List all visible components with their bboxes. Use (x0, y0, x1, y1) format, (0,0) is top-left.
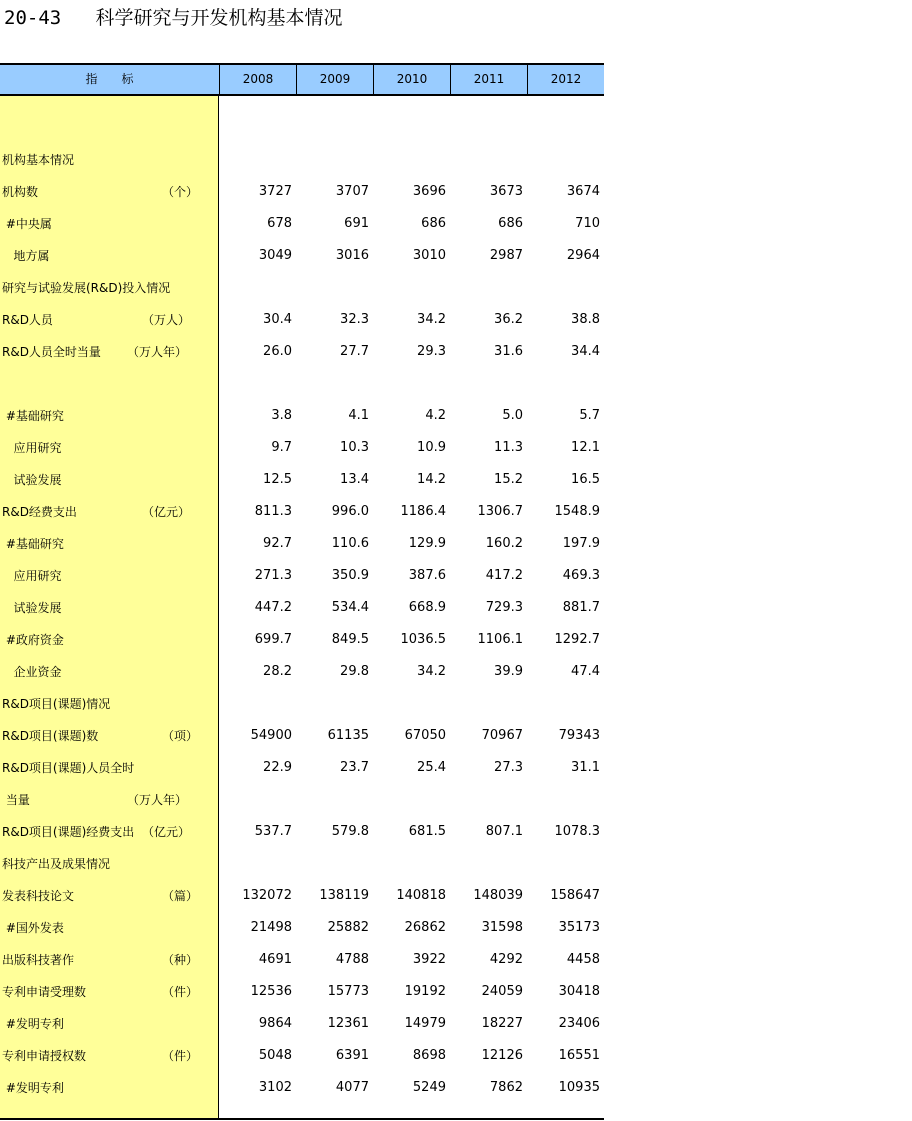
value-cell: 387.6 (408, 568, 446, 583)
value-cell: 3.8 (271, 408, 292, 423)
value-cell: 54900 (250, 728, 292, 743)
value-cell (527, 272, 600, 304)
value-cell: 13.4 (340, 472, 369, 487)
value-cell: 16.5 (571, 472, 600, 487)
value-cell: 19192 (404, 984, 446, 999)
header-year: 2012 (527, 65, 604, 94)
row-label (2, 656, 217, 688)
value-cell (296, 272, 369, 304)
value-cell: 3922 (412, 952, 446, 967)
indicator-unit: （件） (162, 1049, 199, 1063)
value-cell: 29.3 (417, 344, 446, 359)
row-label (2, 272, 217, 304)
value-cell: 31598 (481, 920, 523, 935)
value-cell: 30.4 (263, 312, 292, 327)
value-cell: 25882 (327, 920, 369, 935)
indicator-name: #基础研究 (2, 409, 64, 423)
value-cell (296, 784, 369, 816)
indicator-name: #政府资金 (2, 633, 64, 647)
value-cell (373, 848, 446, 880)
row-label (2, 144, 217, 176)
value-cell: 1292.7 (554, 632, 600, 647)
indicator-name: 应用研究 (2, 441, 62, 455)
table-row (0, 1072, 604, 1104)
value-cell: 23406 (558, 1016, 600, 1031)
value-cell: 1548.9 (554, 504, 600, 519)
value-cell (219, 848, 292, 880)
table-row (0, 1008, 604, 1040)
value-cell: 24059 (481, 984, 523, 999)
value-cell: 678 (267, 216, 292, 231)
indicator-unit: （个） (162, 185, 199, 199)
value-cell: 14.2 (417, 472, 446, 487)
value-cell: 148039 (473, 888, 523, 903)
value-cell: 4458 (566, 952, 600, 967)
row-label (2, 368, 217, 400)
value-cell (219, 688, 292, 720)
table-row (0, 336, 604, 368)
row-label (2, 816, 217, 848)
indicator-name: #国外发表 (2, 921, 64, 935)
value-cell (296, 848, 369, 880)
indicator-name: 科技产出及成果情况 (2, 857, 111, 871)
value-cell: 18227 (481, 1016, 523, 1031)
table-row (0, 144, 604, 176)
value-cell: 2987 (489, 248, 523, 263)
value-cell: 3696 (412, 184, 446, 199)
row-label (2, 240, 217, 272)
value-cell: 30418 (558, 984, 600, 999)
value-cell (373, 368, 446, 400)
indicator-name: 发表科技论文 (2, 889, 75, 903)
value-cell: 1306.7 (477, 504, 523, 519)
indicator-name: R&D经费支出 (2, 505, 77, 519)
value-cell (219, 368, 292, 400)
value-cell: 12536 (250, 984, 292, 999)
table-row (0, 912, 604, 944)
value-cell: 31.1 (571, 760, 600, 775)
value-cell: 4.1 (348, 408, 369, 423)
value-cell: 3673 (489, 184, 523, 199)
indicator-name: 机构基本情况 (2, 153, 75, 167)
value-cell: 38.8 (571, 312, 600, 327)
value-cell: 110.6 (331, 536, 369, 551)
value-cell: 129.9 (408, 536, 446, 551)
indicator-name: 机构数 (2, 185, 39, 199)
value-cell: 79343 (558, 728, 600, 743)
indicator-unit: （亿元） (142, 825, 191, 839)
indicator-name: 试验发展 (2, 601, 62, 615)
value-cell: 5.7 (579, 408, 600, 423)
value-cell: 29.8 (340, 664, 369, 679)
value-cell: 70967 (481, 728, 523, 743)
header-year: 2010 (373, 65, 450, 94)
value-cell: 729.3 (485, 600, 523, 615)
value-cell (527, 144, 600, 176)
indicator-unit: （种） (162, 953, 199, 967)
value-cell: 26.0 (263, 344, 292, 359)
value-cell: 3707 (335, 184, 369, 199)
table-row (0, 720, 604, 752)
indicator-name: 地方属 (2, 249, 50, 263)
table-row (0, 688, 604, 720)
value-cell: 3674 (566, 184, 600, 199)
value-cell: 691 (344, 216, 369, 231)
row-label (2, 688, 217, 720)
value-cell (527, 112, 600, 144)
indicator-unit: （篇） (162, 889, 199, 903)
value-cell: 12.5 (263, 472, 292, 487)
table-row (0, 976, 604, 1008)
value-cell: 158647 (550, 888, 600, 903)
value-cell: 9.7 (271, 440, 292, 455)
value-cell: 5048 (258, 1048, 292, 1063)
row-label (2, 1040, 217, 1072)
page-title: 20-43 科学研究与开发机构基本情况 (4, 7, 343, 29)
value-cell (450, 272, 523, 304)
table-row (0, 1040, 604, 1072)
value-cell: 5.0 (502, 408, 523, 423)
indicator-unit: （件） (162, 985, 199, 999)
value-cell: 811.3 (254, 504, 292, 519)
value-cell (296, 144, 369, 176)
value-cell: 7862 (489, 1080, 523, 1095)
value-cell: 138119 (319, 888, 369, 903)
value-cell: 31.6 (494, 344, 523, 359)
value-cell: 807.1 (485, 824, 523, 839)
value-cell: 4292 (489, 952, 523, 967)
value-cell: 140818 (396, 888, 446, 903)
value-cell (450, 688, 523, 720)
value-cell: 25.4 (417, 760, 446, 775)
table-row (0, 464, 604, 496)
value-cell (527, 688, 600, 720)
table-header (0, 63, 604, 96)
value-cell: 469.3 (562, 568, 600, 583)
value-cell: 5249 (412, 1080, 446, 1095)
value-cell (219, 144, 292, 176)
row-label (2, 432, 217, 464)
indicator-name: 专利申请受理数 (2, 985, 87, 999)
indicator-unit: （亿元） (142, 505, 191, 519)
value-cell (450, 784, 523, 816)
value-cell: 4.2 (425, 408, 446, 423)
row-label (2, 1008, 217, 1040)
value-cell: 16551 (558, 1048, 600, 1063)
row-label (2, 592, 217, 624)
row-label (2, 1072, 217, 1104)
row-label (2, 208, 217, 240)
value-cell: 447.2 (254, 600, 292, 615)
value-cell: 3102 (258, 1080, 292, 1095)
header-year: 2011 (450, 65, 527, 94)
value-cell: 10.3 (340, 440, 369, 455)
indicator-name: R&D项目(课题)数 (2, 729, 99, 743)
indicator-unit: （项） (162, 729, 199, 743)
row-label (2, 304, 217, 336)
value-cell: 1186.4 (400, 504, 446, 519)
value-cell (296, 688, 369, 720)
value-cell (373, 784, 446, 816)
table-row (0, 560, 604, 592)
value-cell: 27.3 (494, 760, 523, 775)
indicator-name: R&D项目(课题)经费支出 (2, 825, 135, 839)
value-cell: 36.2 (494, 312, 523, 327)
header-year: 2009 (296, 65, 373, 94)
row-label (2, 880, 217, 912)
value-cell: 11.3 (494, 440, 523, 455)
value-cell (373, 272, 446, 304)
value-cell: 21498 (250, 920, 292, 935)
indicator-name: 应用研究 (2, 569, 62, 583)
row-label (2, 912, 217, 944)
row-label (2, 496, 217, 528)
value-cell: 39.9 (494, 664, 523, 679)
indicator-unit: （万人年） (127, 345, 188, 359)
indicator-name: 出版科技著作 (2, 953, 75, 967)
value-cell (527, 784, 600, 816)
value-cell (219, 784, 292, 816)
table-row (0, 592, 604, 624)
row-label (2, 464, 217, 496)
row-label (2, 336, 217, 368)
value-cell: 34.4 (571, 344, 600, 359)
value-cell (527, 848, 600, 880)
indicator-unit: （万人） (142, 313, 191, 327)
value-cell: 1106.1 (477, 632, 523, 647)
value-cell: 534.4 (331, 600, 369, 615)
row-label (2, 560, 217, 592)
value-cell: 2964 (566, 248, 600, 263)
value-cell: 1078.3 (554, 824, 600, 839)
indicator-name: 试验发展 (2, 473, 62, 487)
table-row (0, 176, 604, 208)
value-cell: 417.2 (485, 568, 523, 583)
table-row (0, 656, 604, 688)
value-cell (450, 368, 523, 400)
table-row (0, 304, 604, 336)
indicator-name: #发明专利 (2, 1081, 64, 1095)
value-cell (219, 272, 292, 304)
indicator-name: R&D人员 (2, 313, 53, 327)
value-cell: 699.7 (254, 632, 292, 647)
value-cell (373, 112, 446, 144)
value-cell: 537.7 (254, 824, 292, 839)
value-cell: 350.9 (331, 568, 369, 583)
value-cell (450, 848, 523, 880)
table-row (0, 432, 604, 464)
value-cell: 271.3 (254, 568, 292, 583)
value-cell: 35173 (558, 920, 600, 935)
row-label (2, 976, 217, 1008)
indicator-name: #基础研究 (2, 537, 64, 551)
value-cell: 32.3 (340, 312, 369, 327)
value-cell: 15773 (327, 984, 369, 999)
value-cell: 579.8 (331, 824, 369, 839)
row-label (2, 624, 217, 656)
value-cell: 1036.5 (400, 632, 446, 647)
value-cell (296, 368, 369, 400)
indicator-name: 研究与试验发展(R&D)投入情况 (2, 281, 171, 295)
row-label (2, 528, 217, 560)
value-cell: 160.2 (485, 536, 523, 551)
value-cell: 681.5 (408, 824, 446, 839)
table-row (0, 208, 604, 240)
table-row (0, 880, 604, 912)
value-cell: 34.2 (417, 664, 446, 679)
value-cell: 22.9 (263, 760, 292, 775)
table-row (0, 944, 604, 976)
value-cell: 996.0 (331, 504, 369, 519)
indicator-name: #中央属 (2, 217, 52, 231)
value-cell: 197.9 (562, 536, 600, 551)
row-label (2, 400, 217, 432)
table-row (0, 112, 604, 144)
table-row (0, 528, 604, 560)
value-cell: 12361 (327, 1016, 369, 1031)
indicator-name: 当量 (2, 793, 30, 807)
value-cell: 8698 (412, 1048, 446, 1063)
value-cell: 15.2 (494, 472, 523, 487)
row-label (2, 176, 217, 208)
row-label (2, 752, 217, 784)
value-cell: 710 (575, 216, 600, 231)
value-cell: 3010 (412, 248, 446, 263)
value-cell: 14979 (404, 1016, 446, 1031)
table-row (0, 368, 604, 400)
indicator-name: 专利申请授权数 (2, 1049, 87, 1063)
row-label (2, 944, 217, 976)
value-cell: 12.1 (571, 440, 600, 455)
value-cell: 10935 (558, 1080, 600, 1095)
value-cell: 10.9 (417, 440, 446, 455)
value-cell: 881.7 (562, 600, 600, 615)
value-cell (296, 112, 369, 144)
value-cell: 3727 (258, 184, 292, 199)
value-cell: 686 (421, 216, 446, 231)
value-cell (219, 112, 292, 144)
value-cell: 4788 (335, 952, 369, 967)
table-row (0, 400, 604, 432)
indicator-name: R&D项目(课题)情况 (2, 697, 111, 711)
indicator-name: 企业资金 (2, 665, 62, 679)
header-indicator: 指 标 (85, 72, 134, 86)
value-cell: 132072 (242, 888, 292, 903)
indicator-unit: （万人年） (127, 793, 188, 807)
value-cell: 849.5 (331, 632, 369, 647)
value-cell: 3016 (335, 248, 369, 263)
bottom-rule (0, 1118, 604, 1120)
row-label (2, 784, 217, 816)
value-cell: 6391 (335, 1048, 369, 1063)
value-cell (373, 144, 446, 176)
value-cell: 67050 (404, 728, 446, 743)
value-cell: 4077 (335, 1080, 369, 1095)
indicator-name: R&D项目(课题)人员全时 (2, 761, 135, 775)
value-cell: 61135 (327, 728, 369, 743)
value-cell: 23.7 (340, 760, 369, 775)
value-cell: 34.2 (417, 312, 446, 327)
table-row (0, 272, 604, 304)
table-row (0, 496, 604, 528)
value-cell (373, 688, 446, 720)
table-row (0, 816, 604, 848)
value-cell (450, 144, 523, 176)
indicator-name: #发明专利 (2, 1017, 64, 1031)
value-cell: 686 (498, 216, 523, 231)
value-cell: 26862 (404, 920, 446, 935)
value-cell: 3049 (258, 248, 292, 263)
row-label (2, 112, 217, 144)
header-year: 2008 (219, 65, 296, 94)
value-cell: 12126 (481, 1048, 523, 1063)
row-label (2, 848, 217, 880)
value-cell: 47.4 (571, 664, 600, 679)
value-cell: 27.7 (340, 344, 369, 359)
value-cell (450, 112, 523, 144)
table-row (0, 784, 604, 816)
table-row (0, 624, 604, 656)
value-cell: 9864 (258, 1016, 292, 1031)
table-row (0, 752, 604, 784)
value-cell: 4691 (258, 952, 292, 967)
value-cell (527, 368, 600, 400)
value-cell: 668.9 (408, 600, 446, 615)
value-cell: 92.7 (263, 536, 292, 551)
value-cell: 28.2 (263, 664, 292, 679)
indicator-name: R&D人员全时当量 (2, 345, 101, 359)
row-label (2, 720, 217, 752)
table-row (0, 848, 604, 880)
statistics-table (0, 63, 604, 1121)
table-row (0, 240, 604, 272)
